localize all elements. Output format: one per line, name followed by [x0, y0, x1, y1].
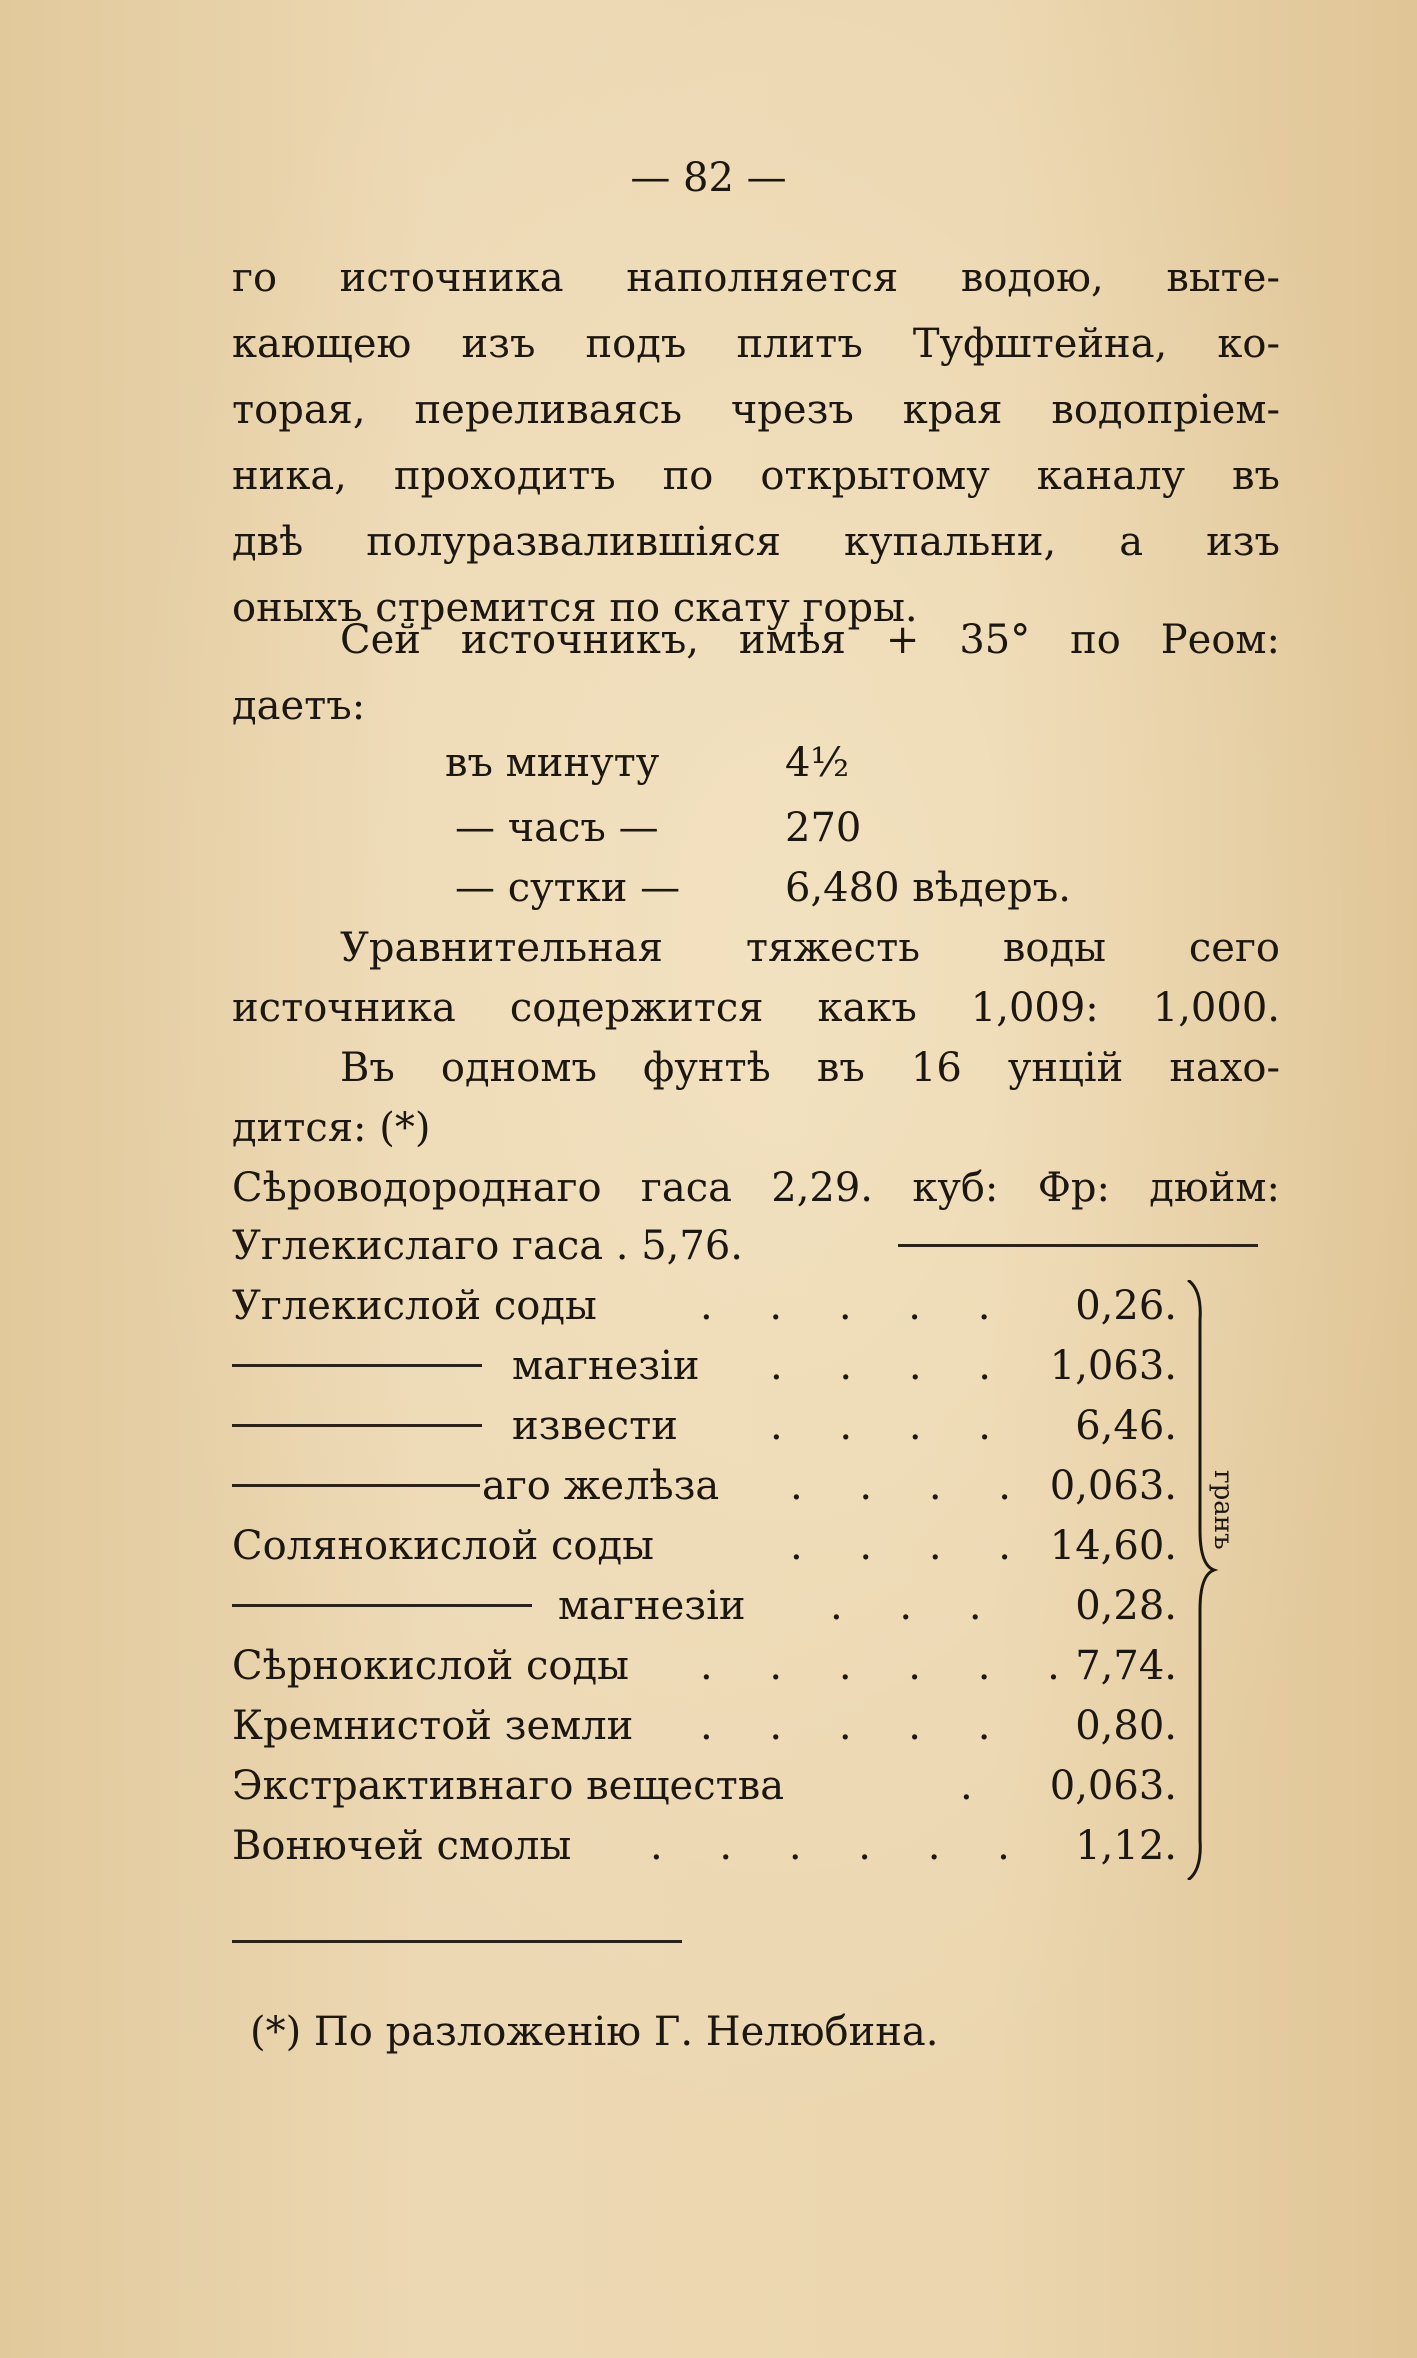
text-line: оныхъ стремится по скату горы.: [232, 585, 918, 631]
text-line: источника содержится какъ 1,009: 1,000.: [232, 985, 1280, 1031]
ditto-rule: [232, 1484, 480, 1487]
component-name: Кремнистой земли: [232, 1703, 634, 1749]
component-name: магнезіи: [558, 1583, 746, 1629]
text-line: Сей источникъ, имѣя + 35° по Реом:: [340, 617, 1280, 663]
text-line: Въ одномъ фунтѣ въ 16 унцій нахо-: [340, 1045, 1280, 1091]
component-name: Экстрактивнаго вещества: [232, 1763, 785, 1809]
text-line: ника, проходитъ по открытому каналу въ: [232, 453, 1280, 499]
text-line: кающею изъ подъ плитъ Туфштейна, ко-: [232, 321, 1280, 367]
component-name: аго желѣза: [482, 1463, 720, 1509]
gas-row: Углекислаго гаса . 5,76.: [232, 1223, 743, 1269]
component-value: 1,063.: [1049, 1343, 1177, 1389]
component-name: магнезіи: [512, 1343, 700, 1389]
leader-dots: .: [960, 1763, 995, 1809]
page-number: — 82 —: [630, 155, 787, 201]
component-value: 0,28.: [1075, 1583, 1177, 1629]
leader-dots: . . . . . .: [650, 1823, 1032, 1869]
component-name: Углекислой соды: [232, 1283, 597, 1329]
ditto-rule: [232, 1364, 482, 1367]
footnote-rule: [232, 1940, 682, 1943]
gas-row: Сѣроводороднаго гаса 2,29. куб: Фр: дюйм:: [232, 1165, 1280, 1211]
component-value: 0,063.: [1049, 1763, 1177, 1809]
leader-dots: . . . . .: [700, 1703, 1013, 1749]
leader-dots: . . . .: [770, 1403, 1014, 1449]
component-name: Сѣрнокислой соды: [232, 1643, 629, 1689]
rate-label: — часъ —: [455, 805, 659, 851]
component-value: 1,12.: [1075, 1823, 1177, 1869]
component-value: 6,46.: [1075, 1403, 1177, 1449]
rate-value: 4½: [785, 740, 850, 786]
rate-label: въ минуту: [445, 740, 660, 786]
rate-value: 270: [785, 805, 862, 851]
unit-label: гранъ: [1208, 1470, 1238, 1550]
leader-dots: . . . . .: [700, 1283, 1013, 1329]
ditto-rule: [232, 1604, 532, 1607]
dash-rule: [898, 1244, 1258, 1247]
leader-dots: . . . .: [770, 1343, 1014, 1389]
component-name: Вонючей смолы: [232, 1823, 572, 1869]
text-line: двѣ полуразвалившіяся купальни, а изъ: [232, 519, 1280, 565]
component-name: извести: [512, 1403, 678, 1449]
footnote: (*) По разложенію Г. Нелюбина.: [250, 2009, 939, 2055]
component-value: 0,80.: [1075, 1703, 1177, 1749]
component-value: 0,063.: [1049, 1463, 1177, 1509]
leader-dots: . . . . . .: [700, 1643, 1082, 1689]
text-line: торая, переливаясь чрезъ края водопріем-: [232, 387, 1280, 433]
rate-value: 6,480 вѣдеръ.: [785, 865, 1071, 911]
component-value: 7,74.: [1075, 1643, 1177, 1689]
text-line: Уравнительная тяжесть воды сего: [340, 925, 1280, 971]
rate-label: — сутки —: [455, 865, 681, 911]
grouping-brace: [1180, 1280, 1220, 1880]
component-name: Солянокислой соды: [232, 1523, 654, 1569]
text-line: даетъ:: [232, 683, 366, 729]
leader-dots: . . . .: [790, 1523, 1034, 1569]
component-value: 0,26.: [1075, 1283, 1177, 1329]
component-value: 14,60.: [1049, 1523, 1177, 1569]
text-line: го источника наполняется водою, выте-: [232, 255, 1280, 301]
leader-dots: . . . .: [790, 1463, 1034, 1509]
text-line: дится: (*): [232, 1105, 431, 1151]
leader-dots: . . .: [830, 1583, 1004, 1629]
ditto-rule: [232, 1424, 482, 1427]
